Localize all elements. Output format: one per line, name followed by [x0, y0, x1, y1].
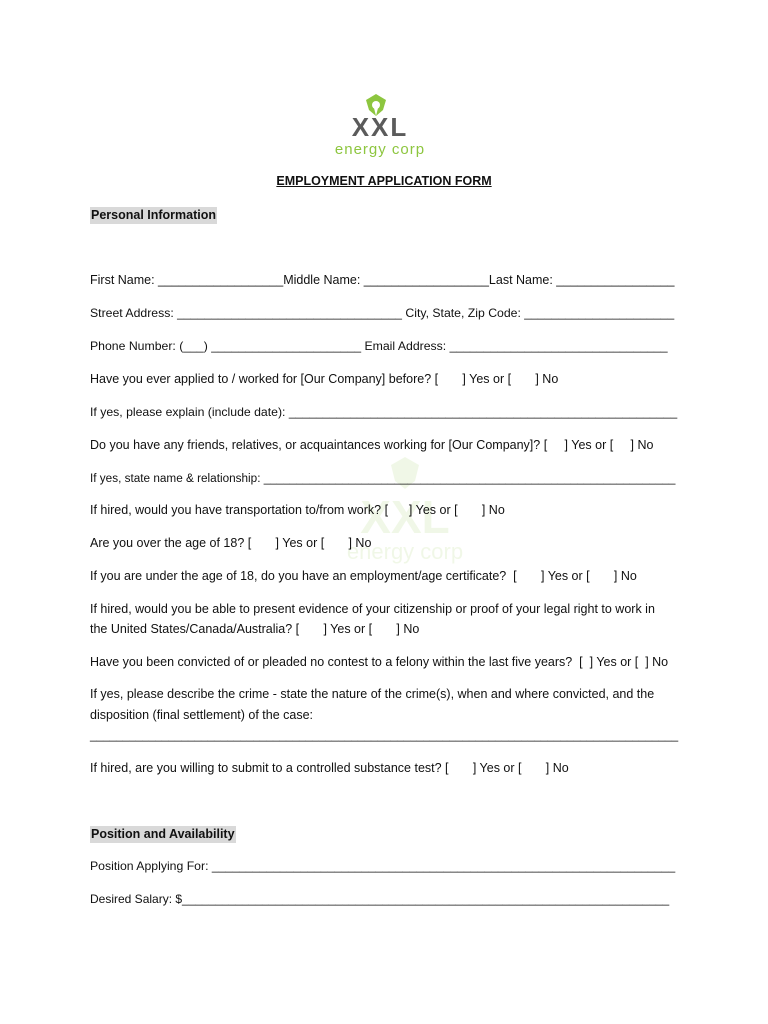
- crime-description-line-1: If yes, please describe the crime - state the nature of the crime(s), when and where convicted, and the: [90, 687, 655, 701]
- desired-salary-field[interactable]: Desired Salary: $_________________________________________________________________________: [90, 892, 670, 906]
- age-certificate-question[interactable]: If you are under the age of 18, do you have an employment/age certificate? [ ] Yes or [ ] No: [90, 569, 637, 583]
- watermark-tagline: energy corp: [346, 539, 464, 564]
- crime-description-line-2: disposition (final settlement) of the case:: [90, 708, 314, 722]
- section-position-availability: Position and Availability: [91, 827, 235, 841]
- company-logo: [290, 92, 470, 158]
- transportation-question[interactable]: If hired, would you have transportation to/from work? [ ] Yes or [ ] No: [90, 503, 505, 517]
- form-title: EMPLOYMENT APPLICATION FORM: [276, 174, 492, 188]
- contact-fields[interactable]: Phone Number: (___) ______________________ Email Address: ________________________________: [90, 339, 668, 353]
- name-fields[interactable]: First Name: __________________Middle Name: __________________Last Name: _________________: [90, 273, 675, 287]
- watermark-brand-text: XXL: [360, 491, 450, 543]
- crime-description-field[interactable]: __________________________________________________________________________________________: [90, 729, 679, 742]
- friends-question[interactable]: Do you have any friends, relatives, or acquaintances working for [Our Company]? [ ] Yes or [ ] No: [90, 438, 654, 452]
- position-applying-field[interactable]: Position Applying For: ____________________________________________________________________: [90, 859, 676, 873]
- section-personal-information: Personal Information: [91, 208, 217, 222]
- applied-before-question[interactable]: Have you ever applied to / worked for [Our Company] before? [ ] Yes or [ ] No: [90, 372, 559, 386]
- age-question[interactable]: Are you over the age of 18? [ ] Yes or [ ] No: [90, 536, 372, 550]
- citizenship-question-line-1: If hired, would you be able to present evidence of your citizenship or proof of your legal right to work in: [90, 602, 655, 616]
- applied-explain-field[interactable]: If yes, please explain (include date): _________________________________________________________: [90, 405, 678, 419]
- friends-name-field[interactable]: If yes, state name & relationship: _______________________________________________________________: [90, 472, 676, 485]
- citizenship-question-line-2[interactable]: the United States/Canada/Australia? [ ] Yes or [ ] No: [90, 622, 420, 636]
- address-fields[interactable]: Street Address: _________________________________ City, State, Zip Code: ______________________: [90, 306, 675, 320]
- logo-brand-text: XXL: [351, 112, 409, 142]
- felony-question[interactable]: Have you been convicted of or pleaded no contest to a felony within the last five years? [ ] Yes or [ ] No: [90, 655, 669, 669]
- logo-tagline: energy corp: [334, 141, 426, 158]
- drug-test-question[interactable]: If hired, are you willing to submit to a controlled substance test? [ ] Yes or [ ] No: [90, 761, 569, 775]
